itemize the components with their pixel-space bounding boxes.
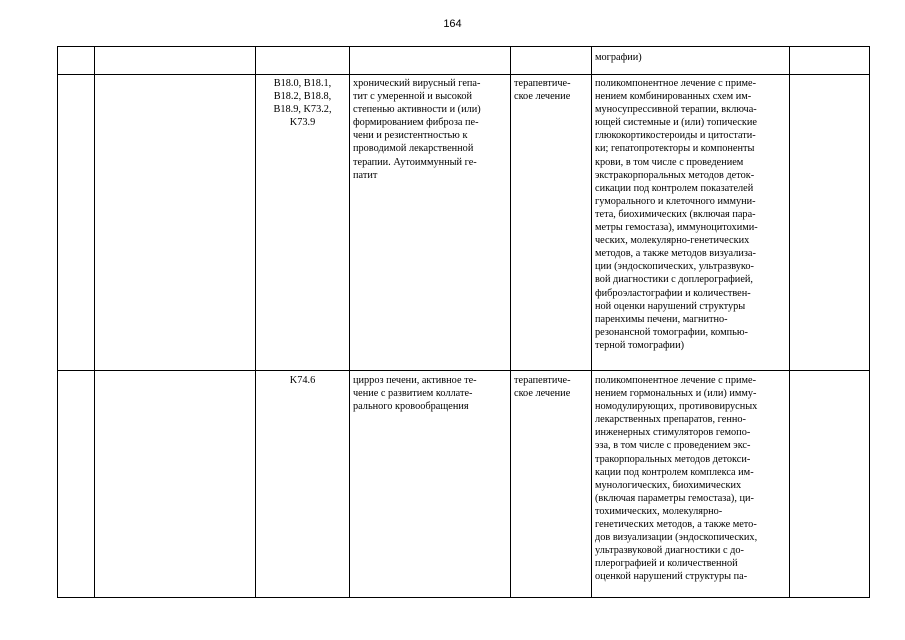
treatment-method-text: поликомпонентное лечение с приме- нением комбинированных схем им- муносупрессивной терапии, включа- ющей системные и (или) топические глюкокортикостероиды и цитостати- ки; гепатопротекторы и компоненты крови, в том числе с проведением экстракорпоральных методов деток- сикации под контролем показателей гуморального и клеточного иммуни- тета, биохимических (включая пара- метры гемостаза), иммуноцитохими- ческих, молекулярно-генетических методов, а также методов визуализа- ции (эндоскопических, ультразвуко- вой диагностики с доплерографией, фиброэластографии и количествен- ной оценки нарушений структуры паренхимы печени, магнитно- резонансной томографии, компью- терной томографии): [595, 78, 758, 351]
icd-codes-cell: [256, 47, 350, 75]
icd-codes-text: K74.6: [289, 375, 316, 386]
treatment-method-text: мографии): [595, 52, 642, 63]
norm-cell: [790, 47, 870, 75]
treatment-method-cell: [592, 47, 790, 75]
treatment-type-text: терапевтиче- ское лечение: [514, 375, 571, 400]
norm-cell: [790, 371, 870, 598]
care-type-cell: [95, 47, 256, 75]
index-cell: [58, 75, 95, 371]
diagnosis-text: хронический вирусный гепа- тит с умеренной и высокой степенью активности и (или) формированием фиброза пе- чени и резистентностью к проводимой лекарственной терапии. Аутоиммунный ге- патит: [353, 78, 481, 181]
care-type-cell: [95, 75, 256, 371]
page-number: 164: [443, 18, 462, 30]
treatment-type-cell: [511, 371, 592, 598]
care-type-cell: [95, 371, 256, 598]
treatment-type-cell: [511, 75, 592, 371]
table-row: [58, 75, 870, 371]
icd-codes-text: B18.0, B18.1, B18.2, B18.8, B18.9, K73.2, K73.9: [273, 78, 332, 129]
treatment-type-cell: [511, 47, 592, 75]
diagnosis-cell: [350, 47, 511, 75]
treatment-method-cell: [592, 371, 790, 598]
norm-cell: [790, 75, 870, 371]
treatment-method-text: поликомпонентное лечение с приме- нением гормональных и (или) имму- номодулирующих, противовирусных лекарственных препаратов, генно- инженерных стимуляторов гемопо- эза, в том числе с проведением экс- тракорпоральных методов детокси- кации под контролем комплекса им- мунологических, биохимических (включая параметры гемостаза), ци- тохимических, молекулярно- генетических методов, а также мето- дов визуализации (эндоскопических, ультразвуковой диагностики с до- плерографией и количественной оценкой нарушений структуры па-: [595, 375, 758, 583]
icd-codes-cell: [256, 75, 350, 371]
table-row: [58, 47, 870, 75]
treatment-type-text: терапевтиче- ское лечение: [514, 78, 571, 103]
icd-codes-cell: [256, 371, 350, 598]
diagnosis-cell: [350, 371, 511, 598]
diagnosis-text: цирроз печени, активное те- чение с развитием коллате- рального кровообращения: [353, 375, 477, 413]
index-cell: [58, 371, 95, 598]
table-row: [58, 371, 870, 598]
medical-care-table: [57, 46, 870, 598]
index-cell: [58, 47, 95, 75]
diagnosis-cell: [350, 75, 511, 371]
treatment-method-cell: [592, 75, 790, 371]
